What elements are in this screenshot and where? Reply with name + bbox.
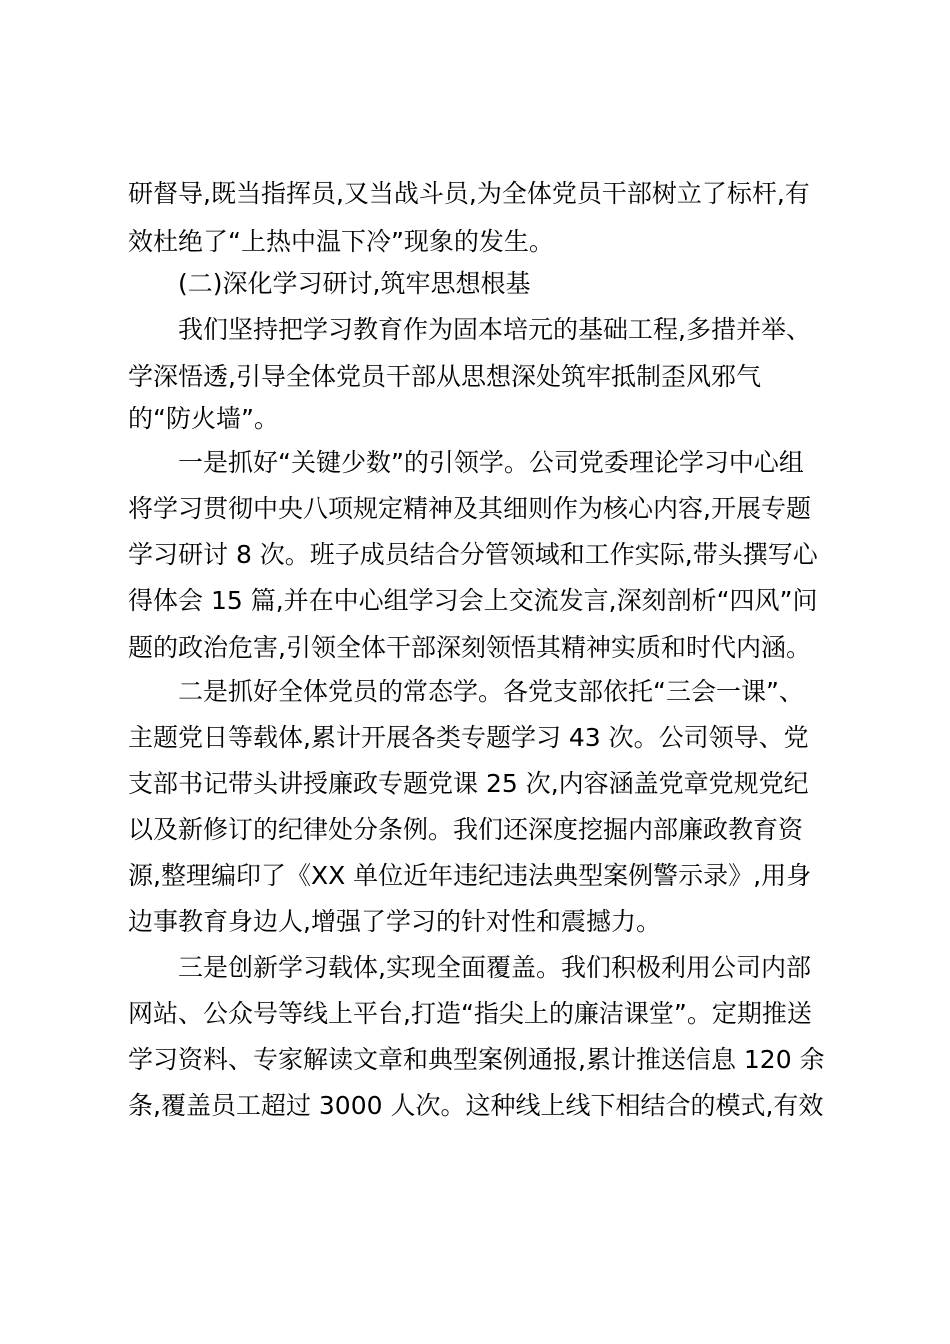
body-text-line: 以及新修订的纪律处分条例。我们还深度挖掘内部廉政教育资 <box>128 815 804 844</box>
body-text-line: 效杜绝了“上热中温下冷”现象的发生。 <box>128 227 554 256</box>
body-text-line: 学习研讨 8 次。班子成员结合分管领域和工作实际,带头撰写心 <box>128 540 818 569</box>
body-text-line: 源,整理编印了《XX 单位近年违纪违法典型案例警示录》,用身 <box>128 861 812 890</box>
body-text-line: 二是抓好全体党员的常态学。各党支部依托“三会一课”、 <box>178 677 804 706</box>
body-text-line: 学习资料、专家解读文章和典型案例通报,累计推送信息 120 余 <box>128 1045 825 1074</box>
body-text-line: 支部书记带头讲授廉政专题党课 25 次,内容涵盖党章党规党纪 <box>128 769 809 798</box>
body-text-line: 网站、公众号等线上平台,打造“指尖上的廉洁课堂”。定期推送 <box>128 999 812 1028</box>
body-text-line: 的“防火墙”。 <box>128 404 279 433</box>
body-text-line: 三是创新学习载体,实现全面覆盖。我们积极利用公司内部 <box>178 953 811 982</box>
body-text-line: 研督导,既当指挥员,又当战斗员,为全体党员干部树立了标杆,有 <box>128 179 810 208</box>
body-text-line: 我们坚持把学习教育作为固本培元的基础工程,多措并举、 <box>178 315 811 344</box>
body-text-line: 一是抓好“关键少数”的引领学。公司党委理论学习中心组 <box>178 448 804 477</box>
body-text-line: 边事教育身边人,增强了学习的针对性和震撼力。 <box>128 907 661 936</box>
body-text-line: 条,覆盖员工超过 3000 人次。这种线上线下相结合的模式,有效 <box>128 1091 824 1120</box>
body-text-line: 主题党日等载体,累计开展各类专题学习 43 次。公司领导、党 <box>128 723 809 752</box>
body-text-line: 将学习贯彻中央八项规定精神及其细则作为核心内容,开展专题 <box>128 494 811 523</box>
section-heading: (二)深化学习研讨,筑牢思想根基 <box>178 269 531 298</box>
body-text-line: 题的政治危害,引领全体干部深刻领悟其精神实质和时代内涵。 <box>128 633 811 662</box>
body-text-line: 得体会 15 篇,并在中心组学习会上交流发言,深刻剖析“四风”问 <box>128 586 818 615</box>
body-text-line: 学深悟透,引导全体党员干部从思想深处筑牢抵制歪风邪气 <box>128 362 761 391</box>
